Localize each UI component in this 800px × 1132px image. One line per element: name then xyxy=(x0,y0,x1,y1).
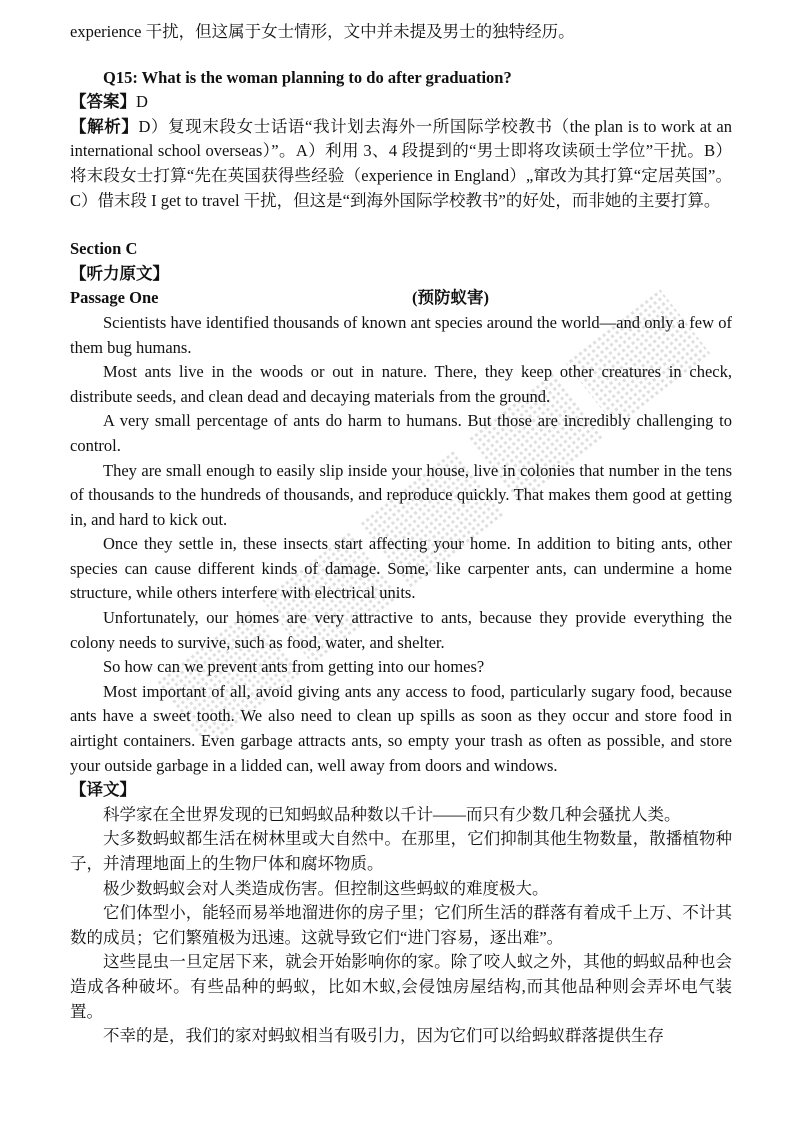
answer-line xyxy=(70,90,732,115)
passage-paragraph: So how can we prevent ants from getting into our homes? xyxy=(103,657,485,677)
passage-paragraph: A very small percentage of ants do harm to humans. But those are incredibly challenging to control. xyxy=(70,411,732,455)
passage-paragraph: Most important of all, avoid giving ants any access to food, particularly sugary food, because ants have a sweet tooth. We also need to clean up spills as soon as they occur and store food in airtight containers. Even garbage attracts ants, so empty your trash as often as possible, and store your outside garbage in a lidded can, well away from doors and windows. xyxy=(70,681,732,775)
passage-topic: (预防蚁害) xyxy=(412,288,489,308)
analysis-label: 【解析】 xyxy=(70,116,139,136)
translation-paragraph: 极少数蚂蚁会对人类造成伤害。但控制这些蚂蚁的难度极大。 xyxy=(103,878,549,898)
translation-paragraph: 它们体型小，能轻而易举地溜进你的房子里；它们所生活的群落有着成千上万、不计其数的成员；它们繁殖极为迅速。这就导致它们“进门容易，逐出难”。 xyxy=(70,903,732,947)
passage-paragraph: Most ants live in the woods or out in nature. There, they keep other creatures in check, distribute seeds, and clean dead and decaying materials from the ground. xyxy=(70,362,732,406)
translation-paragraph: 科学家在全世界发现的已知蚂蚁品种数以千计——而只有少数几种会骚扰人类。 xyxy=(103,804,681,824)
original-text-label: 【听力原文】 xyxy=(70,263,169,283)
section-title: Section C xyxy=(70,239,138,259)
passage-paragraph: Once they settle in, these insects start affecting your home. In addition to biting ants, other species can cause different kinds of damage. Some, like carpenter ants, can undermine a home structure, while others interfere with electrical units. xyxy=(70,534,732,603)
translation-paragraph: 大多数蚂蚁都生活在树林里或大自然中。在那里，它们抑制其他生物数量，散播植物种子，并清理地面上的生物尸体和腐坏物质。 xyxy=(70,829,732,873)
analysis-paragraph xyxy=(70,115,732,213)
passage-title: Passage One xyxy=(70,288,159,308)
translation-paragraph: 不幸的是，我们的家对蚂蚁相当有吸引力，因为它们可以给蚂蚁群落提供生存 xyxy=(103,1026,664,1046)
translation-label: 【译文】 xyxy=(70,780,136,800)
passage-heading xyxy=(70,286,732,311)
passage-paragraph: They are small enough to easily slip inside your house, live in colonies that number in the tens of thousands to the hundreds of thousands, and reproduce quickly. That makes them good at getting in, and hard to kick out. xyxy=(70,460,732,529)
document-page xyxy=(70,20,732,1049)
translation-paragraph: 这些昆虫一旦定居下来，就会开始影响你的家。除了咬人蚁之外，其他的蚂蚁品种也会造成各种破坏。有些品种的蚂蚁，比如木蚁,会侵蚀房屋结构,而其他品种则会弄坏电气装置。 xyxy=(70,952,732,1021)
answer-value: D xyxy=(136,92,148,112)
intro-line: experience 干扰，但这属于女士情形，文中并未提及男士的独特经历。 xyxy=(70,22,575,41)
passage-paragraph: Scientists have identified thousands of known ant species around the world—and only a few of them bug humans. xyxy=(70,312,732,357)
answer-label: 【答案】 xyxy=(70,92,136,112)
question-15-title: Q15: What is the woman planning to do after graduation? xyxy=(103,67,512,87)
analysis-text: D）复现末段女士话语“我计划去海外一所国际学校教书（the plan is to work at an international school overseas）”。A）利用 3、4 段提到的“男士即将攻读硕士学位”干扰。B）将末段女士打算“先在英国获得些经验（experience in England）„窜改为其打算“定居英国”。C）借末段 I get to travel 干扰，但这是“到海外国际学校教书”的好处，而非她的主要打算。 xyxy=(70,116,732,210)
passage-paragraph: Unfortunately, our homes are very attractive to ants, because they provide everything the colony needs to survive, such as food, water, and shelter. xyxy=(70,608,732,652)
